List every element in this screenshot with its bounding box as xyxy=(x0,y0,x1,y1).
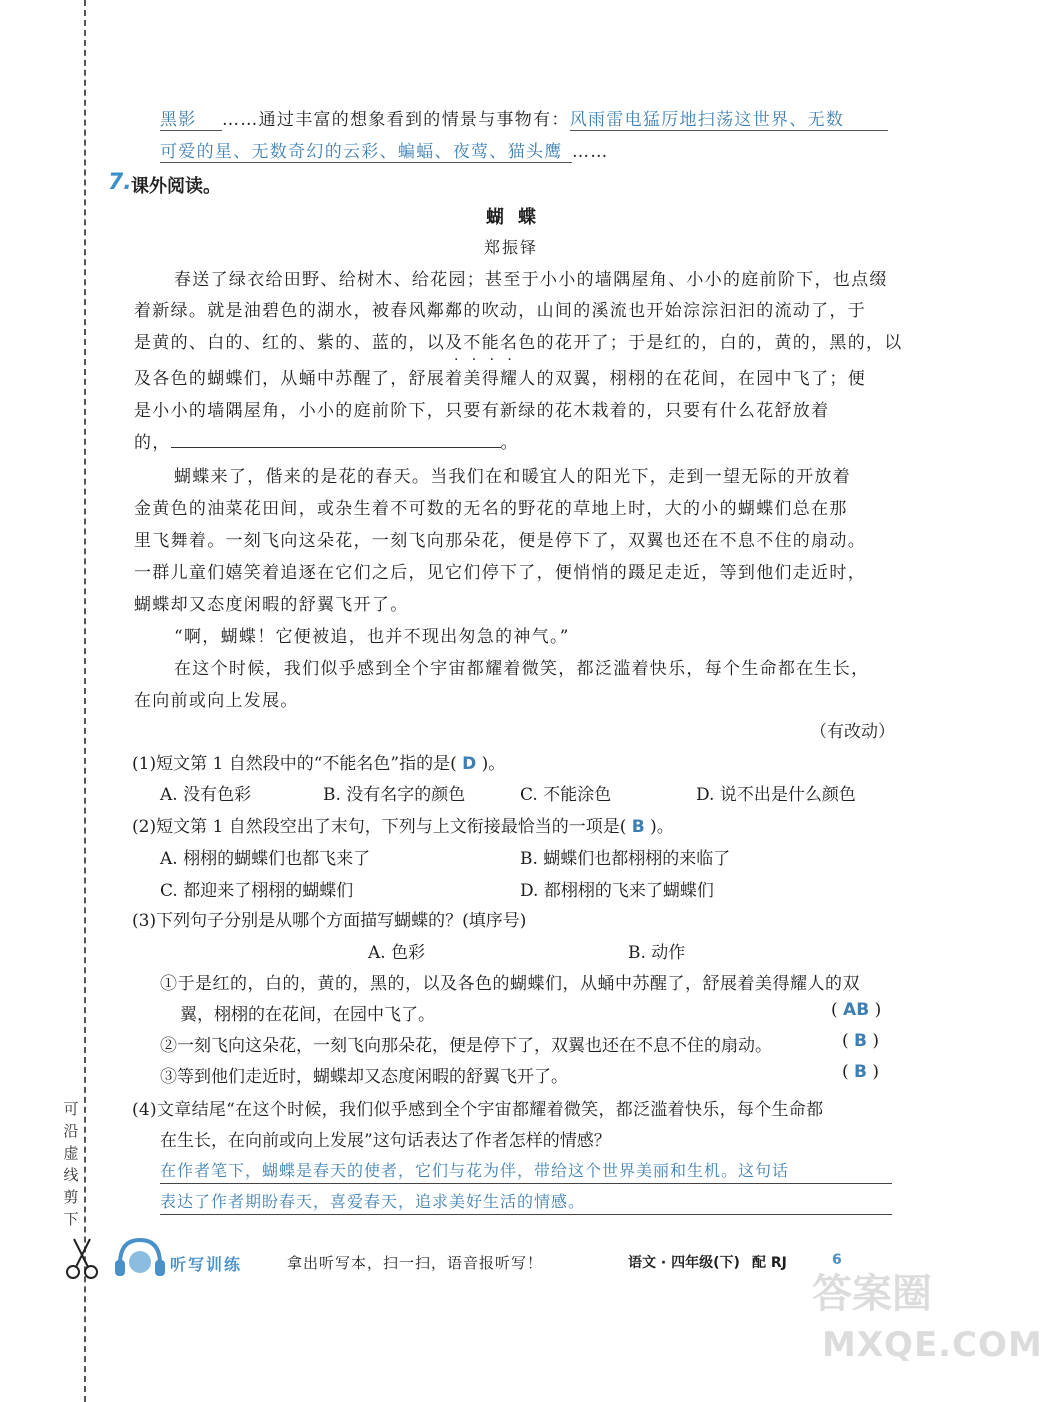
fill-blank-line xyxy=(171,431,501,448)
question-1-answer: D xyxy=(462,754,477,774)
emphasis-dots: · · · · xyxy=(454,352,512,368)
paragraph-2-line-5: 蝴蝶却又态度闲暇的舒翼飞开了。 xyxy=(134,595,409,615)
question-3: (3)下列句子分别是从哪个方面描写蝴蝶的？(填序号) xyxy=(132,911,527,931)
q3-item-1-answer-box: ( AB ) xyxy=(831,1000,882,1020)
paragraph-2-line-4: 一群儿童们嬉笑着追逐在它们之后，见它们停下了，便悄悄的蹑足走近，等到他们走近时， xyxy=(134,563,866,583)
q3-choice-a: A. 色彩 xyxy=(368,943,426,963)
q3-item-3-answer: B xyxy=(854,1062,868,1082)
cut-dashed-line xyxy=(84,0,86,1402)
answer-blank-b-line1: 风雨雷电猛厉地扫荡这世界、无数 xyxy=(570,105,888,131)
listening-instruction: 拿出听写本，扫一扫，语音报听写！ xyxy=(287,1254,544,1272)
watermark-url: MXQE.COM xyxy=(822,1325,1043,1365)
q3-item-2: ②一刻飞向这朵花，一刻飞向那朵花，便是停下了，双翼也还在不息不住的扇动。 xyxy=(160,1036,772,1056)
paragraph-4-line-1: 在这个时候，我们似乎感到全个宇宙都耀着微笑，都泛滥着快乐，每个生命都在生长， xyxy=(174,659,870,679)
q3-item-1-answer: AB xyxy=(843,1000,870,1020)
question-2: (2)短文第 1 自然段空出了末句，下列与上文衔接最恰当的一项是( B )。 xyxy=(132,817,674,837)
q3-item-3: ③等到他们走近时，蝴蝶却又态度闲暇的舒翼飞开了。 xyxy=(160,1067,568,1087)
paragraph-4-line-2: 在向前或向上发展。 xyxy=(134,691,299,711)
q1-option-a: A. 没有色彩 xyxy=(160,785,252,805)
paragraph-1-line-6: 的， 。 xyxy=(134,433,519,453)
footer-edition: 配 RJ xyxy=(752,1255,787,1271)
previous-question-answer-line2 xyxy=(160,137,609,163)
q2-option-c: C. 都迎来了栩栩的蝴蝶们 xyxy=(160,881,354,901)
q3-item-3-answer-box: ( B ) xyxy=(842,1062,880,1082)
question-2-answer: B xyxy=(631,817,645,837)
previous-question-answer xyxy=(160,105,888,131)
answer-blank-b-line2: 可爱的星、无数奇幻的云彩、蝙蝠、夜莺、猫头鹰 xyxy=(160,137,572,163)
section-number: 7. xyxy=(108,170,132,195)
paragraph-2-line-3: 里飞舞着。一刻飞向这朵花，一刻飞向那朵花，便是停下了，双翼也还在不息不住的扇动。 xyxy=(134,531,866,551)
paragraph-1-line-2: 着新绿。就是油碧色的湖水，被春风鄰鄰的吹动，山间的溪流也开始淙淙汩汩的流动了，于 xyxy=(134,301,866,321)
question-text: ……通过丰富的想象看到的情景与事物有： xyxy=(222,110,570,130)
page-number: 6 xyxy=(832,1252,842,1268)
q1-option-b: B. 没有名字的颜色 xyxy=(323,785,466,805)
q1-option-d: D. 说不出是什么颜色 xyxy=(696,785,856,805)
listening-training-label: 听写训练 xyxy=(170,1255,243,1274)
q1-option-c: C. 不能涂色 xyxy=(520,785,612,805)
paragraph-1-line-3: 是黄的、白的、红的、紫的、蓝的，以及不能名色的花开了；于是红的，白的，黄的，黑的，以 xyxy=(134,333,903,353)
cut-instruction: 可 沿 虚 线 剪 下 xyxy=(63,1100,79,1228)
answer-blank-a: 黑影 xyxy=(160,105,222,131)
question-4-answer-line-1: 在作者笔下，蝴蝶是春天的使者，它们与花为伴，带给这个世界美丽和生机。这句话 xyxy=(160,1158,892,1184)
footer-subject: 语文 · 四年级(下) xyxy=(628,1255,740,1271)
watermark-logo: 答案圈 xyxy=(812,1271,932,1317)
headphones-icon xyxy=(112,1234,168,1282)
q3-choice-b: B. 动作 xyxy=(628,943,686,963)
paragraph-2-line-2: 金黄色的油菜花田间，或杂生着不可数的无名的野花的草地上时，大的小的蝴蝶们总在那 xyxy=(134,499,848,519)
scissors-icon xyxy=(64,1236,100,1280)
q3-item-2-answer: B xyxy=(854,1031,868,1051)
q3-item-1-line-2: 翼，栩栩的在花间，在园中飞了。 xyxy=(180,1005,435,1025)
question-1: (1)短文第 1 自然段中的“不能名色”指的是( D )。 xyxy=(132,754,506,774)
section-title: 课外阅读。 xyxy=(131,176,221,197)
paragraph-3: “啊，蝴蝶！它便被追，也并不现出匆急的神气。” xyxy=(174,627,570,647)
question-4-answer-line-2: 表达了作者期盼春天，喜爱春天，追求美好生活的情感。 xyxy=(160,1189,892,1215)
paragraph-1-line-5: 是小小的墙隅屋角，小小的庭前阶下，只要有新绿的花木栽着的，只要有什么花舒放着 xyxy=(134,401,830,421)
q3-item-1-line-1: ①于是红的，白的，黄的，黑的，以及各色的蝴蝶们，从蛹中苏醒了，舒展着美得耀人的双 xyxy=(160,974,860,994)
q3-item-2-answer-box: ( B ) xyxy=(842,1031,880,1051)
q2-option-d: D. 都栩栩的飞来了蝴蝶们 xyxy=(520,881,714,901)
paragraph-2-line-1: 蝴蝶来了，偕来的是花的春天。当我们在和暖宜人的阳光下，走到一望无际的开放着 xyxy=(174,467,852,487)
article-note: （有改动） xyxy=(810,722,895,742)
question-4-line-1: (4)文章结尾“在这个时候，我们似乎感到全个宇宙都耀着微笑，都泛滥着快乐，每个生命都 xyxy=(132,1100,824,1120)
article-title: 蝴蝶 xyxy=(486,207,550,228)
q2-option-b: B. 蝴蝶们也都栩栩的来临了 xyxy=(520,849,731,869)
q2-option-a: A. 栩栩的蝴蝶们也都飞来了 xyxy=(160,849,371,869)
question-4-line-2: 在生长，在向前或向上发展”这句话表达了作者怎样的情感？ xyxy=(160,1131,611,1151)
paragraph-1-line-4: 及各色的蝴蝶们，从蛹中苏醒了，舒展着美得耀人的双翼，栩栩的在花间，在园中飞了；便 xyxy=(134,369,866,389)
ellipsis-text: …… xyxy=(572,142,609,162)
paragraph-1-line-1: 春送了绿衣给田野、给树木、给花园；甚至于小小的墙隅屋角、小小的庭前阶下，也点缀 xyxy=(174,270,888,290)
article-author: 郑振铎 xyxy=(484,238,539,257)
